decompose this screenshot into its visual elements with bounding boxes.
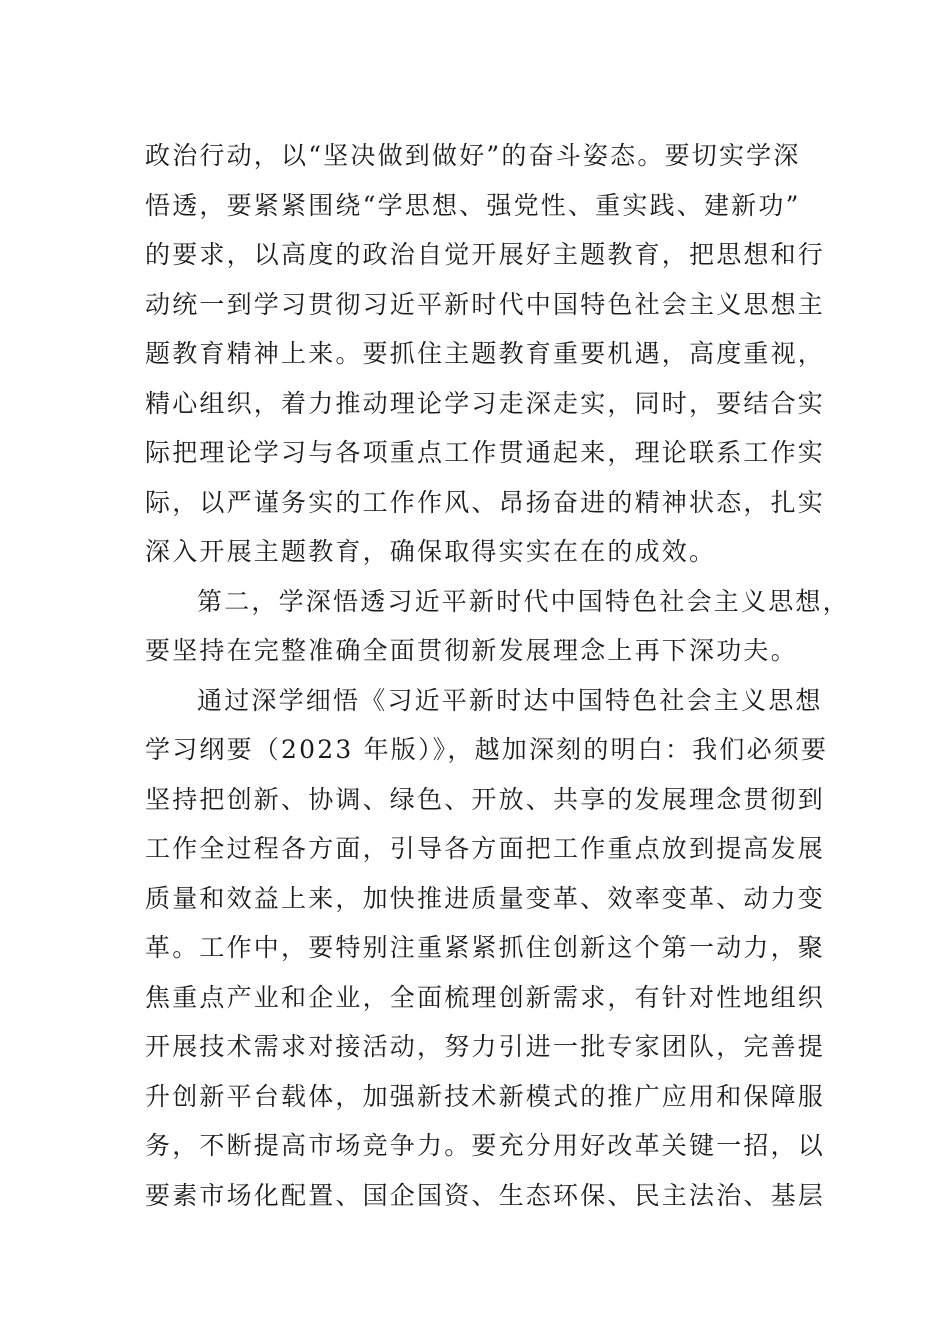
text-line: 革。工作中，要特别注重紧紧抓住创新这个第一动力，聚 xyxy=(145,933,826,962)
paragraph-heading-line: 要坚持在完整准确全面贯彻新发展理念上再下深功夫。 xyxy=(145,636,798,665)
text-line: 政治行动，以“坚决做到做好”的奋斗姿态。要切实学深 xyxy=(145,141,801,170)
text-line: 升创新平台载体，加强新技术新模式的推广应用和保障服 xyxy=(145,1081,826,1111)
text-line: 工作全过程各方面，引导各方面把工作重点放到提高发展 xyxy=(145,834,826,863)
text-line: 的要求，以高度的政治自觉开展好主题教育，把思想和行 xyxy=(145,240,826,269)
text-line: 精心组织，着力推动理论学习走深走实，同时，要结合实 xyxy=(145,388,826,418)
text-line: 焦重点产业和企业，全面梳理创新需求，有针对性地组织 xyxy=(145,982,826,1012)
text-line: 质量和效益上来，加快推进质量变革、效率变革、动力变 xyxy=(145,883,826,913)
text-line: 学习纲要（2023 年版）》，越加深刻的明白：我们必须要 xyxy=(145,735,829,764)
paragraph-heading-line: 第二，学深悟透习近平新时代中国特色社会主义思想， xyxy=(197,586,850,616)
text-line: 坚持把创新、协调、绿色、开放、共享的发展理念贯彻到 xyxy=(145,784,826,814)
text-line: 通过深学细悟《习近平新时达中国特色社会主义思想 xyxy=(197,685,823,715)
text-line: 务，不断提高市场竞争力。要充分用好改革关键一招，以 xyxy=(145,1131,826,1160)
body-text xyxy=(145,131,850,1220)
text-line: 际，以严谨务实的工作作风、昂扬奋进的精神状态，扎实 xyxy=(145,487,826,517)
text-line: 开展技术需求对接活动，努力引进一批专家团队，完善提 xyxy=(145,1032,826,1061)
text-line: 要素市场化配置、国企国资、生态环保、民主法治、基层 xyxy=(145,1180,826,1210)
text-line: 悟透，要紧紧围绕“学思想、强党性、重实践、建新功” xyxy=(145,190,801,220)
text-line: 题教育精神上来。要抓住主题教育重要机遇，高度重视， xyxy=(145,339,826,368)
text-line: 动统一到学习贯彻习近平新时代中国特色社会主义思想主 xyxy=(145,289,826,319)
text-line: 际把理论学习与各项重点工作贯通起来，理论联系工作实 xyxy=(145,438,826,467)
text-line: 深入开展主题教育，确保取得实实在在的成效。 xyxy=(145,537,717,566)
